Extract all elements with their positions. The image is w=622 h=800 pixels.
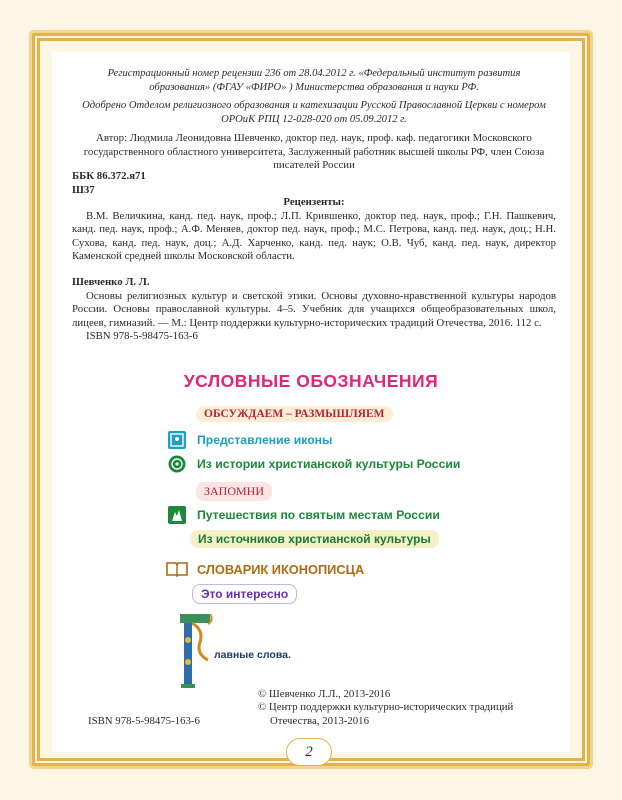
bbk-code: ББК 86.372.я71: [72, 170, 146, 182]
reviewers-heading: Рецензенты:: [283, 196, 345, 208]
bbk-block: [72, 170, 552, 197]
discuss-badge: ОБСУЖДАЕМ – РАЗМЫШЛЯЕМ: [196, 406, 393, 422]
dictionary-label: СЛОВАРИК ИКОНОПИСЦА: [197, 562, 365, 577]
book-icon: [166, 561, 188, 577]
travel-icon: [168, 506, 186, 524]
author-block: Автор: Людмила Леонидовна Шевченко, доктор пед. наук, проф. каф. педагогики Московского государственного областного университета, Заслуженный работник высшей школы РФ, член Союза писателей России: [83, 132, 545, 172]
registration-info: [80, 67, 548, 131]
history-label: Из истории христианской культуры России: [197, 457, 461, 471]
copyright-block: [258, 688, 558, 728]
registration-line-2: Одобрено Отделом религиозного образования и катехизации Русской Православной Церкви с номером ОРОиК РПЦ 12-028-020 от 05.09.2012 г.: [82, 100, 546, 125]
sources-badge: Из источников христианской культуры: [190, 530, 439, 548]
page-number: 2: [286, 738, 332, 766]
reviewers-text: В.М. Величкина, канд. пед. наук, проф.; Л.П. Крившенко, доктор пед. наук, проф.; Г.Н. Пашкевич, канд. пед. наук, проф.; А.Ф. Меняев, доктор пед. наук, проф.; М.С. Петрова, канд. пед. наук, доц.; Н.Н. Сухова, канд. пед. наук, доц.; А.Д. Харченко, канд. пед. наук; О.В. Чуб, канд. пед. наук, директор Каменской средней школы Московской области.: [72, 209, 556, 263]
icon-presentation-icon: [168, 431, 186, 449]
udk-code: Ш37: [72, 183, 95, 196]
remember-badge: ЗАПОМНИ: [196, 482, 272, 501]
reviewers-block: [72, 196, 556, 264]
catalog-block: [72, 276, 556, 344]
isbn-bottom: ISBN 978-5-98475-163-6: [88, 715, 200, 727]
catalog-author: Шевченко Л. Л.: [72, 276, 150, 288]
copyright-line-1: © Шевченко Л.Л., 2013-2016: [258, 688, 391, 700]
icon-presentation-label: Представление иконы: [197, 433, 333, 447]
catalog-text: Основы религиозных культур и светской этики. Основы духовно-нравственной культуры народов России. Основы православной культуры. 4–5. Учебник для учащихся общеобразовательных школ, лицеев, гимназий. — М.: Центр поддержки культурно-исторических традиций Отечества, 2016. 112 с.: [72, 289, 556, 329]
legend-title: УСЛОВНЫЕ ОБОЗНАЧЕНИЯ: [183, 371, 439, 391]
catalog-isbn: ISBN 978-5-98475-163-6: [86, 330, 198, 343]
key-words-label: лавные слова.: [214, 649, 291, 661]
history-icon: [168, 455, 186, 473]
dropcap-letter-icon: [178, 610, 216, 690]
travel-label: Путешествия по святым местам России: [197, 508, 440, 522]
interesting-badge: Это интересно: [192, 584, 297, 604]
registration-line-1: Регистрационный номер рецензии 236 от 28.04.2012 г. «Федеральный институт развития образования» (ФГАУ «ФИРО» ) Министерства образования и науки РФ.: [107, 68, 521, 93]
copyright-line-2: © Центр поддержки культурно-исторических традиций Отечества, 2013-2016: [258, 701, 514, 727]
